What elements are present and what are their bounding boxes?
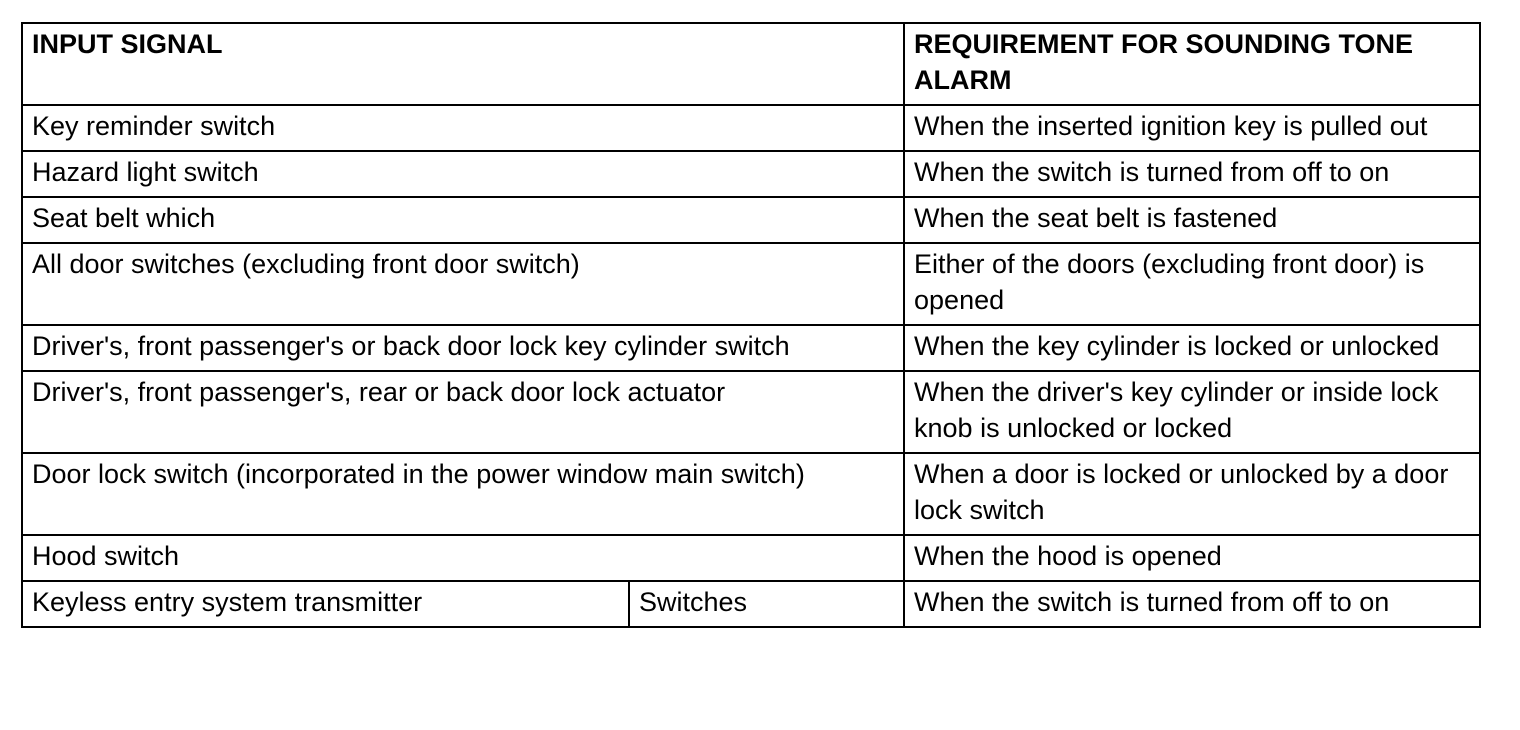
input-signal-cell: Driver's, front passenger's, rear or back door lock actuator bbox=[22, 371, 904, 453]
table-row bbox=[22, 581, 1480, 627]
input-signal-table bbox=[21, 22, 1481, 628]
input-signal-cell: Key reminder switch bbox=[22, 105, 904, 151]
input-signal-cell: Seat belt which bbox=[22, 197, 904, 243]
header-input-signal: INPUT SIGNAL bbox=[22, 23, 904, 105]
requirement-cell: When the switch is turned from off to on bbox=[904, 581, 1480, 627]
input-signal-cell: Door lock switch (incorporated in the power window main switch) bbox=[22, 453, 904, 535]
requirement-cell: When the inserted ignition key is pulled out bbox=[904, 105, 1480, 151]
table-row bbox=[22, 535, 1480, 581]
header-requirement: REQUIREMENT FOR SOUNDING TONE ALARM bbox=[904, 23, 1480, 105]
requirement-cell: When the driver's key cylinder or inside lock knob is unlocked or locked bbox=[904, 371, 1480, 453]
table-row bbox=[22, 197, 1480, 243]
requirement-cell: When the hood is opened bbox=[904, 535, 1480, 581]
table-row bbox=[22, 105, 1480, 151]
requirement-cell: When a door is locked or unlocked by a door lock switch bbox=[904, 453, 1480, 535]
table-row bbox=[22, 243, 1480, 325]
table-header-row bbox=[22, 23, 1480, 105]
requirement-cell: Either of the doors (excluding front door) is opened bbox=[904, 243, 1480, 325]
requirement-cell: When the switch is turned from off to on bbox=[904, 151, 1480, 197]
input-signal-cell: Keyless entry system transmitter bbox=[22, 581, 629, 627]
input-signal-cell: Hood switch bbox=[22, 535, 904, 581]
input-signal-cell: Driver's, front passenger's or back door lock key cylinder switch bbox=[22, 325, 904, 371]
table-row bbox=[22, 325, 1480, 371]
input-sub-cell: Switches bbox=[629, 581, 904, 627]
input-signal-cell: All door switches (excluding front door switch) bbox=[22, 243, 904, 325]
input-signal-cell: Hazard light switch bbox=[22, 151, 904, 197]
requirement-cell: When the seat belt is fastened bbox=[904, 197, 1480, 243]
requirement-cell: When the key cylinder is locked or unlocked bbox=[904, 325, 1480, 371]
table-row bbox=[22, 371, 1480, 453]
table-row bbox=[22, 453, 1480, 535]
table-row bbox=[22, 151, 1480, 197]
